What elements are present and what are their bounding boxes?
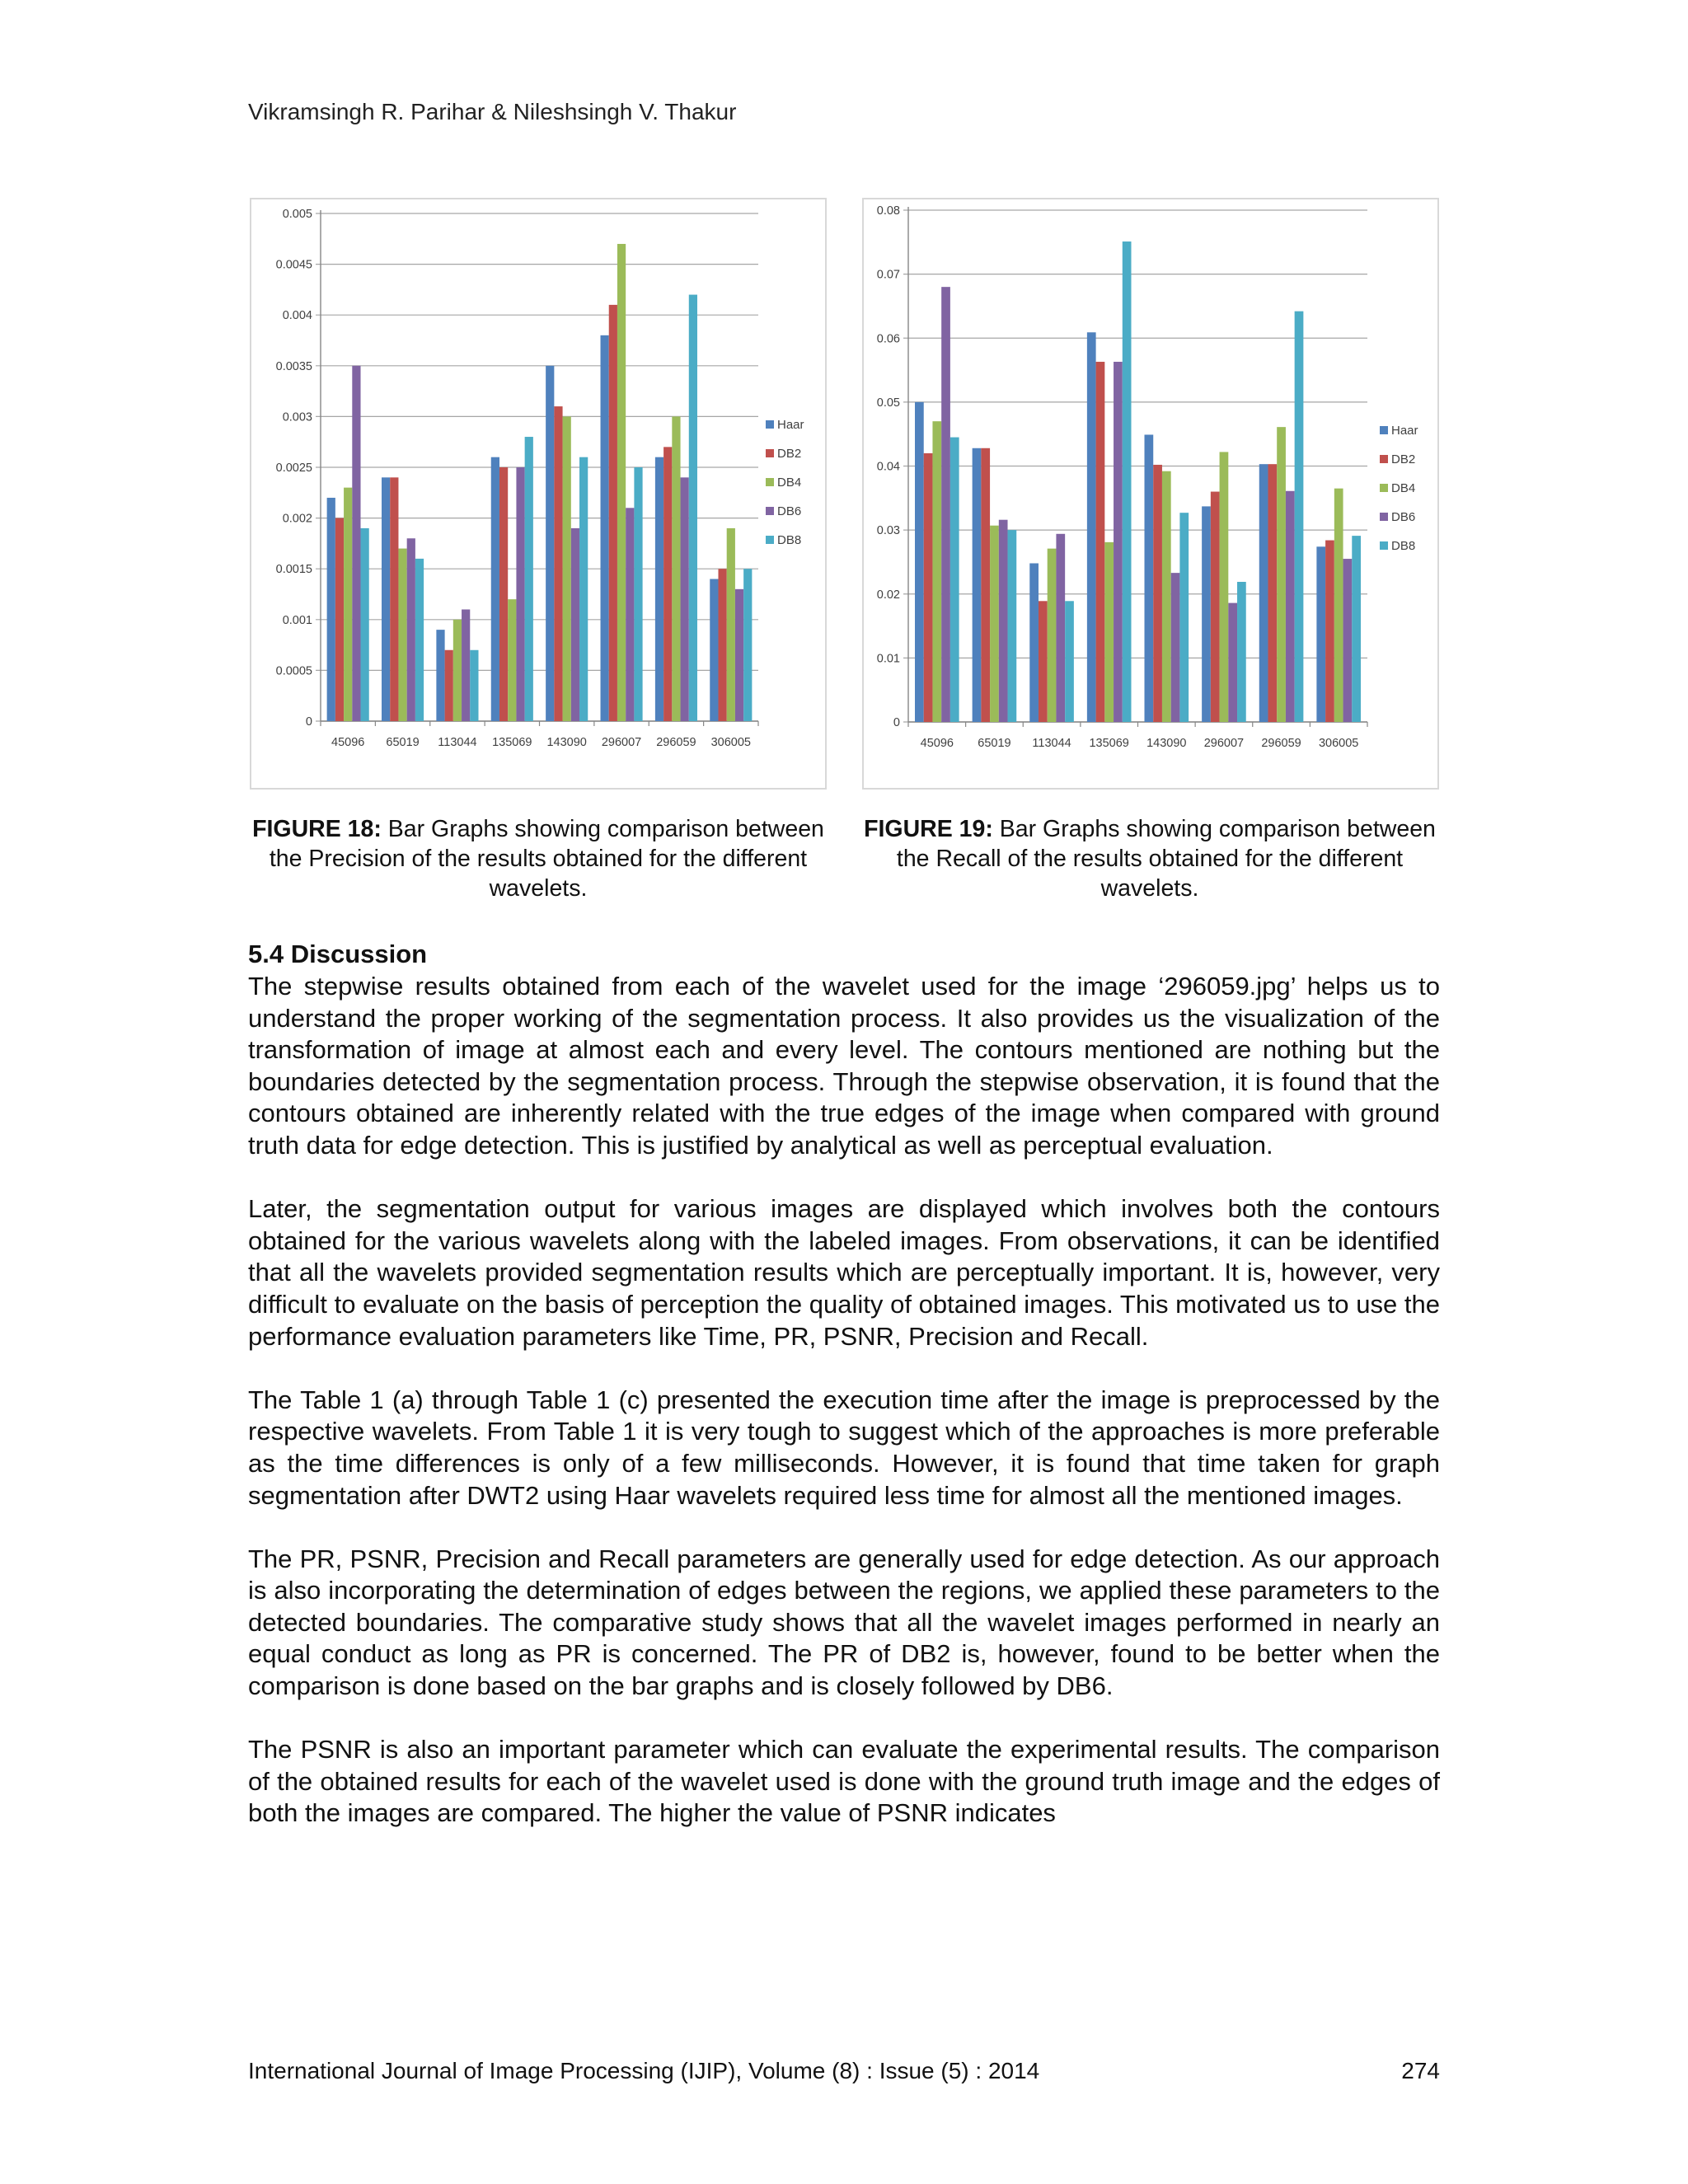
discussion-body bbox=[248, 971, 1440, 1862]
bar-db4-65019 bbox=[990, 526, 999, 722]
x-tick-label: 113044 bbox=[1032, 737, 1071, 750]
recall-bar-chart bbox=[864, 199, 1437, 788]
legend-label-db6: DB6 bbox=[1391, 510, 1416, 524]
bar-db8-45096 bbox=[950, 438, 959, 722]
y-tick-label: 0.0045 bbox=[275, 258, 312, 272]
bar-db2-296059 bbox=[663, 447, 672, 721]
footer-journal-citation: International Journal of Image Processing (IJIP), Volume (8) : Issue (5) : 2014 bbox=[248, 2058, 1040, 2083]
bar-db2-306005 bbox=[1325, 541, 1334, 722]
x-tick-label: 306005 bbox=[710, 736, 752, 749]
y-tick-label: 0.0005 bbox=[275, 664, 312, 678]
y-tick-label: 0.0015 bbox=[275, 563, 312, 577]
bar-db4-45096 bbox=[932, 421, 941, 722]
figure-18-caption-text: Bar Graphs showing comparison between the Precision of the results obtained for the different wavelets. bbox=[269, 816, 824, 902]
bar-db4-296007 bbox=[1220, 452, 1229, 722]
bar-db8-296059 bbox=[1295, 312, 1304, 722]
figure-19-caption bbox=[857, 814, 1442, 903]
bar-db4-135069 bbox=[1104, 542, 1114, 722]
legend-label-db8: DB8 bbox=[1391, 539, 1416, 553]
legend-swatch-db6 bbox=[1380, 513, 1388, 521]
bar-db8-296059 bbox=[689, 295, 697, 721]
bar-db8-296007 bbox=[634, 467, 642, 721]
figure-19-caption-text: Bar Graphs showing comparison between the Recall of the results obtained for the different wavelets. bbox=[896, 816, 1436, 902]
bar-db2-296007 bbox=[1211, 492, 1220, 722]
figure-18-caption-label: FIGURE 18: bbox=[252, 816, 382, 842]
bar-db6-143090 bbox=[571, 528, 579, 721]
bar-db8-113044 bbox=[470, 650, 478, 721]
bar-db8-296007 bbox=[1237, 582, 1246, 722]
bar-db2-65019 bbox=[390, 477, 398, 721]
bar-db6-135069 bbox=[1114, 362, 1123, 722]
bar-db6-135069 bbox=[516, 467, 524, 721]
bar-db6-113044 bbox=[1056, 534, 1065, 722]
precision-bar-chart bbox=[251, 199, 825, 788]
bar-db8-45096 bbox=[361, 528, 369, 721]
bar-db4-65019 bbox=[398, 549, 406, 721]
bar-db6-296059 bbox=[681, 477, 689, 721]
bar-db6-113044 bbox=[462, 609, 470, 721]
x-tick-label: 45096 bbox=[920, 737, 954, 750]
running-header-authors: Vikramsingh R. Parihar & Nileshsingh V. Thakur bbox=[248, 99, 737, 124]
paragraph-4: The PR, PSNR, Precision and Recall parameters are generally used for edge detection. As our approach is also incorporating the determination of edges between the regions, we applied these parameters to the detected boundaries. The comparative study shows that all the wavelet images performed in nearly an equal conduct as long as PR is concerned. The PR of DB2 is, however, found to be better when the comparison is done based on the bar graphs and is closely followed by DB6. bbox=[248, 1544, 1440, 1701]
y-tick-label: 0.0035 bbox=[275, 359, 312, 373]
y-tick-label: 0 bbox=[305, 715, 312, 729]
legend-swatch-db2 bbox=[766, 449, 774, 457]
page-footer bbox=[248, 2058, 1440, 2084]
bar-haar-306005 bbox=[710, 579, 718, 721]
x-tick-label: 296007 bbox=[601, 736, 642, 749]
bar-db2-135069 bbox=[499, 467, 508, 721]
y-tick-label: 0 bbox=[893, 716, 900, 729]
bar-db6-306005 bbox=[735, 589, 743, 721]
bar-haar-296059 bbox=[655, 457, 663, 721]
paragraph-5: The PSNR is also an important parameter which can evaluate the experimental results. The comparison of the obtained results for each of the wavelet used is done with the ground truth image and the edges of both the images are compared. The higher the value of PSNR indicates bbox=[248, 1735, 1440, 1828]
bar-db8-306005 bbox=[743, 569, 752, 721]
bar-db4-135069 bbox=[508, 599, 516, 721]
legend-swatch-db8 bbox=[766, 536, 774, 544]
y-tick-label: 0.06 bbox=[876, 332, 900, 346]
bar-db6-65019 bbox=[407, 538, 415, 721]
legend-label-db4: DB4 bbox=[1391, 481, 1416, 495]
bar-db4-296007 bbox=[617, 244, 626, 721]
bar-db2-296059 bbox=[1268, 464, 1277, 722]
legend-label-db4: DB4 bbox=[777, 476, 802, 490]
legend-swatch-db8 bbox=[1380, 541, 1388, 550]
bar-db2-135069 bbox=[1096, 362, 1105, 722]
legend-label-haar: Haar bbox=[1391, 424, 1418, 438]
bar-db4-143090 bbox=[1162, 471, 1171, 722]
legend-swatch-haar bbox=[1380, 426, 1388, 434]
bar-db8-113044 bbox=[1065, 601, 1074, 722]
y-tick-label: 0.04 bbox=[876, 460, 900, 474]
bar-haar-143090 bbox=[1145, 434, 1154, 722]
bar-haar-65019 bbox=[973, 448, 982, 722]
bar-db2-113044 bbox=[445, 650, 453, 721]
bar-haar-296059 bbox=[1259, 464, 1268, 722]
bar-haar-65019 bbox=[382, 477, 390, 721]
x-tick-label: 296007 bbox=[1203, 737, 1245, 750]
bar-db6-143090 bbox=[1171, 573, 1180, 722]
paragraph-1: The stepwise results obtained from each of the wavelet used for the image ‘296059.jpg’ helps us to understand the proper working of the segmentation process. It also provides us the visualization of the transformation of image at almost each and every level. The contours mentioned are nothing but the boundaries detected by the segmentation process. Through the stepwise observation, it is found that the contours obtained are inherently related with the true edges of the image when compared with ground truth data for edge detection. This is justified by analytical as well as perceptual evaluation. bbox=[248, 972, 1440, 1160]
y-tick-label: 0.01 bbox=[876, 652, 900, 666]
x-tick-label: 296059 bbox=[656, 736, 696, 749]
x-tick-label: 65019 bbox=[978, 737, 1011, 750]
x-tick-label: 143090 bbox=[1146, 737, 1187, 750]
x-tick-label: 65019 bbox=[386, 736, 420, 749]
y-tick-label: 0.05 bbox=[876, 396, 900, 410]
legend-label-db2: DB2 bbox=[1391, 452, 1416, 466]
x-tick-label: 45096 bbox=[331, 736, 365, 749]
bar-db8-143090 bbox=[1179, 513, 1189, 722]
bar-db6-296007 bbox=[1228, 603, 1237, 722]
bar-haar-135069 bbox=[1087, 332, 1096, 722]
x-tick-label: 296059 bbox=[1261, 737, 1301, 750]
bar-db6-65019 bbox=[999, 520, 1008, 722]
y-tick-label: 0.0025 bbox=[275, 462, 312, 475]
bar-db2-143090 bbox=[1153, 465, 1162, 722]
y-tick-label: 0.001 bbox=[282, 613, 312, 627]
legend-swatch-db4 bbox=[1380, 484, 1388, 492]
bar-haar-296007 bbox=[1202, 506, 1211, 722]
bar-db8-135069 bbox=[1123, 241, 1132, 722]
bar-db2-306005 bbox=[718, 569, 726, 721]
bar-db8-143090 bbox=[579, 457, 588, 721]
y-tick-label: 0.003 bbox=[282, 410, 312, 424]
bar-haar-45096 bbox=[327, 498, 335, 721]
bar-haar-306005 bbox=[1316, 546, 1325, 722]
bar-haar-135069 bbox=[491, 457, 499, 721]
bar-db2-45096 bbox=[335, 518, 344, 721]
bar-db4-296059 bbox=[672, 416, 680, 721]
bar-db8-135069 bbox=[525, 437, 533, 721]
legend-label-db2: DB2 bbox=[777, 447, 802, 461]
figure-18-caption bbox=[246, 814, 831, 903]
bar-haar-45096 bbox=[915, 402, 924, 722]
paragraph-2: Later, the segmentation output for various images are displayed which involves both the contours obtained for the various wavelets along with the labeled images. From observations, it can be identified that all the wavelets provided segmentation results which are perceptually important. It is, however, very difficult to evaluate on the basis of perception the quality of obtained images. This motivated us to use the performance evaluation parameters like Time, PR, PSNR, Precision and Recall. bbox=[248, 1194, 1440, 1351]
legend-swatch-db2 bbox=[1380, 455, 1388, 463]
x-tick-label: 135069 bbox=[492, 736, 532, 749]
bar-haar-113044 bbox=[1029, 563, 1039, 722]
bar-haar-113044 bbox=[436, 630, 444, 721]
bar-db8-65019 bbox=[1008, 530, 1017, 722]
bar-db2-143090 bbox=[554, 406, 562, 721]
x-tick-label: 113044 bbox=[438, 736, 477, 749]
x-tick-label: 135069 bbox=[1089, 737, 1129, 750]
legend-swatch-db4 bbox=[766, 478, 774, 486]
paragraph-3: The Table 1 (a) through Table 1 (c) presented the execution time after the image is preprocessed by the respective wavelets. From Table 1 it is very tough to suggest which of the approaches is more preferable as the time differences is only of a few milliseconds. However, it is found that time taken for graph segmentation after DWT2 using Haar wavelets required less time for almost all the mentioned images. bbox=[248, 1385, 1440, 1510]
bar-db2-65019 bbox=[981, 448, 990, 722]
bar-haar-143090 bbox=[546, 366, 554, 721]
legend-label-db6: DB6 bbox=[777, 504, 802, 518]
bar-db6-296007 bbox=[626, 508, 634, 721]
bar-db4-113044 bbox=[453, 620, 462, 721]
figure-18-precision-chart bbox=[250, 198, 827, 790]
y-tick-label: 0.03 bbox=[876, 524, 900, 538]
legend-swatch-haar bbox=[766, 420, 774, 429]
y-tick-label: 0.002 bbox=[282, 512, 312, 526]
bar-db2-113044 bbox=[1039, 601, 1048, 722]
y-tick-label: 0.07 bbox=[876, 268, 900, 282]
bar-db8-306005 bbox=[1352, 536, 1361, 722]
bar-db4-45096 bbox=[344, 488, 352, 721]
bar-db2-296007 bbox=[609, 305, 617, 721]
bar-db6-45096 bbox=[941, 287, 950, 722]
bar-db8-65019 bbox=[415, 559, 424, 721]
y-tick-label: 0.004 bbox=[282, 309, 312, 323]
x-tick-label: 306005 bbox=[1318, 737, 1359, 750]
bar-haar-296007 bbox=[601, 335, 609, 721]
y-tick-label: 0.02 bbox=[876, 588, 900, 602]
bar-db6-296059 bbox=[1286, 491, 1295, 722]
figure-19-recall-chart bbox=[862, 198, 1439, 790]
page-number: 274 bbox=[1401, 2058, 1440, 2083]
legend-swatch-db6 bbox=[766, 507, 774, 515]
bar-db4-113044 bbox=[1048, 549, 1057, 722]
bar-db6-306005 bbox=[1343, 559, 1353, 722]
x-tick-label: 143090 bbox=[546, 736, 587, 749]
bar-db4-306005 bbox=[727, 528, 735, 721]
y-tick-label: 0.08 bbox=[876, 204, 900, 218]
legend-label-db8: DB8 bbox=[777, 533, 802, 547]
y-tick-label: 0.005 bbox=[282, 208, 312, 221]
bar-db4-143090 bbox=[563, 416, 571, 721]
bar-db6-45096 bbox=[352, 366, 360, 721]
bar-db2-45096 bbox=[924, 453, 933, 722]
section-heading-discussion: 5.4 Discussion bbox=[248, 940, 428, 968]
legend-label-haar: Haar bbox=[777, 418, 804, 432]
figure-19-caption-label: FIGURE 19: bbox=[864, 816, 993, 842]
bar-db4-306005 bbox=[1334, 489, 1343, 722]
bar-db4-296059 bbox=[1277, 427, 1286, 722]
